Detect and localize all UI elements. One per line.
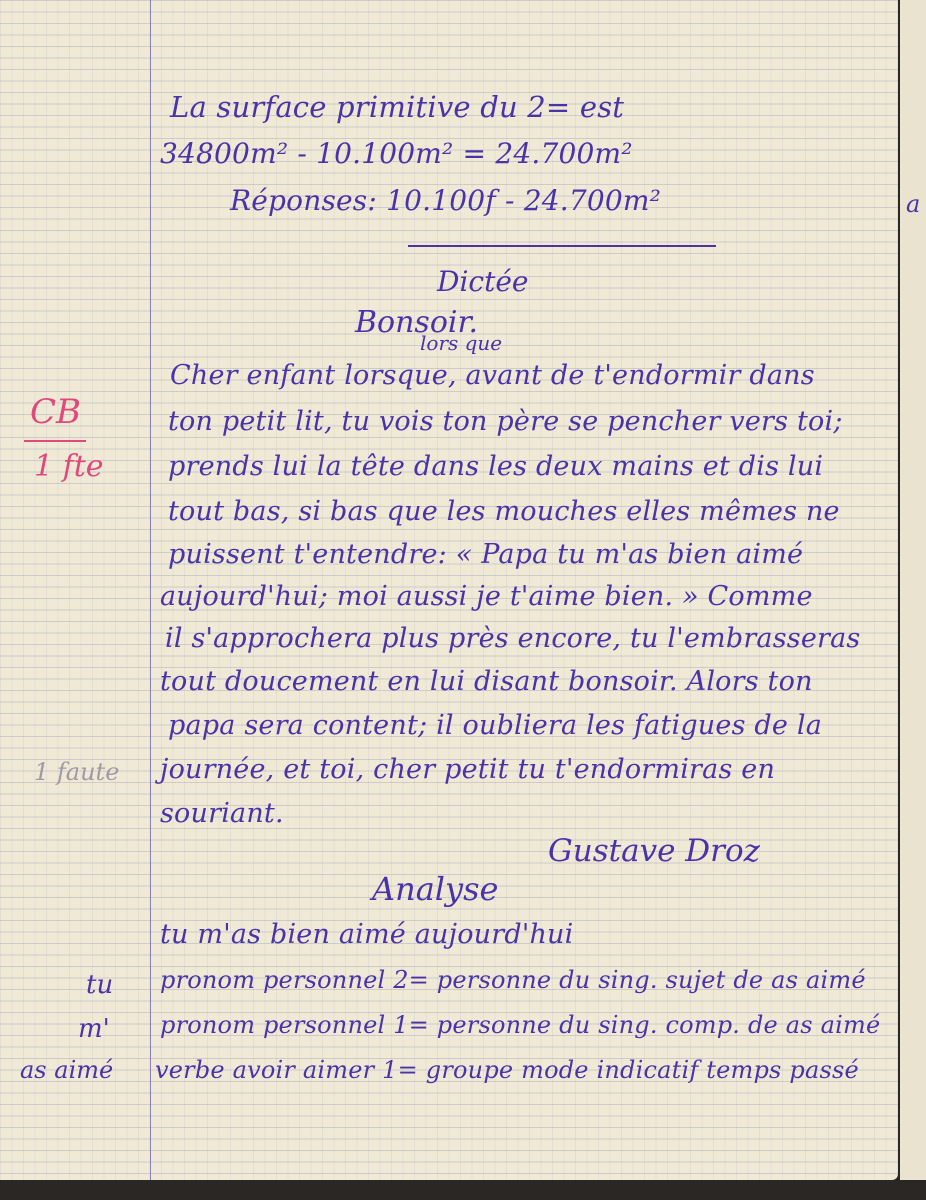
dictee-correction: lors que xyxy=(420,331,503,355)
dictee-line-10: journée, et toi, cher petit tu t'endormiras en xyxy=(160,754,776,785)
analyse-line-3: verbe avoir aimer 1= groupe mode indicatif temps passé xyxy=(155,1056,859,1084)
dictee-line-5: puissent t'entendre: « Papa tu m'as bien aimé xyxy=(168,539,804,570)
grade-divider xyxy=(24,440,86,442)
teacher-grade-bottom: 1 fte xyxy=(34,449,104,484)
margin-word-as-aime: as aimé xyxy=(20,1056,114,1084)
dictee-line-6: aujourd'hui; moi aussi je t'aime bien. » Comme xyxy=(160,581,813,612)
analyse-line-1: pronom personnel 2= personne du sing. sujet de as aimé xyxy=(160,966,866,994)
dictee-heading: Dictée xyxy=(437,265,529,298)
dictee-line-4: tout bas, si bas que les mouches elles mêmes ne xyxy=(168,496,840,527)
facing-page-edge xyxy=(900,0,926,1180)
problem-answer: Réponses: 10.100f - 24.700m² xyxy=(230,184,662,217)
dictee-line-3: prends lui la tête dans les deux mains et dis lui xyxy=(168,451,824,482)
dictee-line-1: Cher enfant lorsque, avant de t'endormir dans xyxy=(170,360,815,391)
analyse-line-2: pronom personnel 1= personne du sing. comp. de as aimé xyxy=(160,1011,881,1039)
margin-word-tu: tu xyxy=(86,970,114,1000)
margin-line xyxy=(150,0,151,1180)
dictee-line-11: souriant. xyxy=(160,798,284,829)
dictee-line-7: il s'approchera plus près encore, tu l'embrasseras xyxy=(165,623,861,654)
facing-page-letter: a xyxy=(906,190,921,218)
analyse-heading: Analyse xyxy=(372,870,499,908)
problem-line-1: La surface primitive du 2= est xyxy=(170,90,625,124)
faded-margin-note: 1 faute xyxy=(34,758,120,786)
problem-line-2: 34800m² - 10.100m² = 24.700m² xyxy=(160,137,633,170)
dictee-author: Gustave Droz xyxy=(548,833,760,869)
dictee-line-9: papa sera content; il oubliera les fatigues de la xyxy=(168,710,822,741)
dictee-title: Bonsoir. xyxy=(355,305,479,340)
dictee-line-2: ton petit lit, tu vois ton père se pencher vers toi; xyxy=(168,406,843,437)
margin-word-m: m' xyxy=(78,1014,110,1044)
section-rule xyxy=(408,245,716,247)
analyse-sentence: tu m'as bien aimé aujourd'hui xyxy=(160,919,574,950)
teacher-grade-top: CB xyxy=(30,392,81,432)
dictee-line-8: tout doucement en lui disant bonsoir. Alors ton xyxy=(160,666,813,697)
